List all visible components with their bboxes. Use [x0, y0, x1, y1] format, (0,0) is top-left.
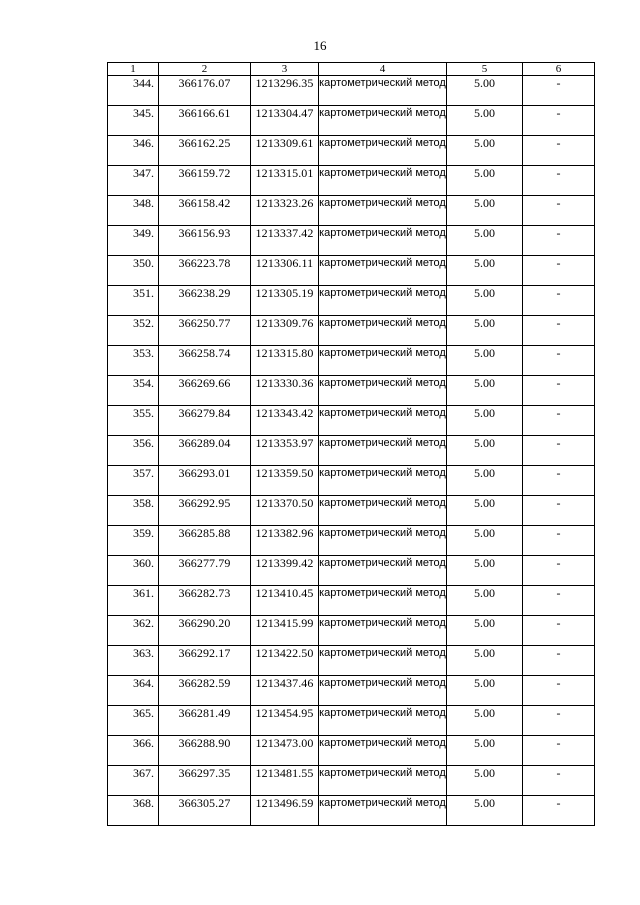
point-number-cell: 352. [108, 316, 159, 346]
accuracy-cell: 5.00 [447, 286, 523, 316]
x-coordinate-cell: 366285.88 [159, 526, 251, 556]
y-coordinate-cell: 1213382.96 [251, 526, 319, 556]
column-header: 5 [447, 63, 523, 76]
note-cell: - [523, 676, 595, 706]
y-coordinate-cell: 1213399.42 [251, 556, 319, 586]
note-cell: - [523, 586, 595, 616]
table-row [108, 166, 595, 196]
method-cell: картометрический метод [319, 346, 447, 376]
point-number-cell: 358. [108, 496, 159, 526]
y-coordinate-cell: 1213343.42 [251, 406, 319, 436]
y-coordinate-cell: 1213315.01 [251, 166, 319, 196]
accuracy-cell: 5.00 [447, 466, 523, 496]
method-cell: картометрический метод [319, 676, 447, 706]
method-cell: картометрический метод [319, 466, 447, 496]
y-coordinate-cell: 1213315.80 [251, 346, 319, 376]
x-coordinate-cell: 366250.77 [159, 316, 251, 346]
y-coordinate-cell: 1213306.11 [251, 256, 319, 286]
y-coordinate-cell: 1213304.47 [251, 106, 319, 136]
note-cell: - [523, 556, 595, 586]
accuracy-cell: 5.00 [447, 226, 523, 256]
note-cell: - [523, 226, 595, 256]
point-number-cell: 362. [108, 616, 159, 646]
y-coordinate-cell: 1213481.55 [251, 766, 319, 796]
method-cell: картометрический метод [319, 76, 447, 106]
table-row [108, 226, 595, 256]
x-coordinate-cell: 366269.66 [159, 376, 251, 406]
method-cell: картометрический метод [319, 556, 447, 586]
method-cell: картометрический метод [319, 226, 447, 256]
x-coordinate-cell: 366156.93 [159, 226, 251, 256]
point-number-cell: 350. [108, 256, 159, 286]
method-cell: картометрический метод [319, 736, 447, 766]
note-cell: - [523, 286, 595, 316]
x-coordinate-cell: 366288.90 [159, 736, 251, 766]
method-cell: картометрический метод [319, 796, 447, 826]
y-coordinate-cell: 1213473.00 [251, 736, 319, 766]
note-cell: - [523, 406, 595, 436]
y-coordinate-cell: 1213296.35 [251, 76, 319, 106]
method-cell: картометрический метод [319, 406, 447, 436]
note-cell: - [523, 106, 595, 136]
note-cell: - [523, 166, 595, 196]
method-cell: картометрический метод [319, 106, 447, 136]
point-number-cell: 367. [108, 766, 159, 796]
x-coordinate-cell: 366282.73 [159, 586, 251, 616]
note-cell: - [523, 376, 595, 406]
accuracy-cell: 5.00 [447, 136, 523, 166]
accuracy-cell: 5.00 [447, 706, 523, 736]
note-cell: - [523, 646, 595, 676]
accuracy-cell: 5.00 [447, 766, 523, 796]
note-cell: - [523, 766, 595, 796]
x-coordinate-cell: 366238.29 [159, 286, 251, 316]
point-number-cell: 344. [108, 76, 159, 106]
point-number-cell: 351. [108, 286, 159, 316]
table-row [108, 616, 595, 646]
column-header: 1 [108, 63, 159, 76]
accuracy-cell: 5.00 [447, 376, 523, 406]
x-coordinate-cell: 366258.74 [159, 346, 251, 376]
point-number-cell: 348. [108, 196, 159, 226]
method-cell: картометрический метод [319, 256, 447, 286]
table-row [108, 76, 595, 106]
table-row [108, 796, 595, 826]
method-cell: картометрический метод [319, 586, 447, 616]
point-number-cell: 349. [108, 226, 159, 256]
method-cell: картометрический метод [319, 286, 447, 316]
accuracy-cell: 5.00 [447, 526, 523, 556]
note-cell: - [523, 796, 595, 826]
point-number-cell: 360. [108, 556, 159, 586]
note-cell: - [523, 256, 595, 286]
x-coordinate-cell: 366297.35 [159, 766, 251, 796]
table-row [108, 496, 595, 526]
method-cell: картометрический метод [319, 496, 447, 526]
x-coordinate-cell: 366281.49 [159, 706, 251, 736]
table-row [108, 316, 595, 346]
method-cell: картометрический метод [319, 766, 447, 796]
accuracy-cell: 5.00 [447, 556, 523, 586]
accuracy-cell: 5.00 [447, 106, 523, 136]
method-cell: картометрический метод [319, 646, 447, 676]
point-number-cell: 364. [108, 676, 159, 706]
note-cell: - [523, 736, 595, 766]
accuracy-cell: 5.00 [447, 676, 523, 706]
column-header: 3 [251, 63, 319, 76]
accuracy-cell: 5.00 [447, 196, 523, 226]
accuracy-cell: 5.00 [447, 76, 523, 106]
x-coordinate-cell: 366159.72 [159, 166, 251, 196]
y-coordinate-cell: 1213359.50 [251, 466, 319, 496]
y-coordinate-cell: 1213309.76 [251, 316, 319, 346]
y-coordinate-cell: 1213305.19 [251, 286, 319, 316]
accuracy-cell: 5.00 [447, 616, 523, 646]
table-row [108, 136, 595, 166]
x-coordinate-cell: 366277.79 [159, 556, 251, 586]
accuracy-cell: 5.00 [447, 736, 523, 766]
note-cell: - [523, 76, 595, 106]
note-cell: - [523, 196, 595, 226]
note-cell: - [523, 526, 595, 556]
y-coordinate-cell: 1213437.46 [251, 676, 319, 706]
point-number-cell: 345. [108, 106, 159, 136]
point-number-cell: 354. [108, 376, 159, 406]
table-row [108, 526, 595, 556]
column-header: 2 [159, 63, 251, 76]
method-cell: картометрический метод [319, 706, 447, 736]
table-row [108, 706, 595, 736]
table-row [108, 556, 595, 586]
y-coordinate-cell: 1213353.97 [251, 436, 319, 466]
point-number-cell: 363. [108, 646, 159, 676]
x-coordinate-cell: 366305.27 [159, 796, 251, 826]
accuracy-cell: 5.00 [447, 256, 523, 286]
y-coordinate-cell: 1213454.95 [251, 706, 319, 736]
method-cell: картометрический метод [319, 316, 447, 346]
x-coordinate-cell: 366293.01 [159, 466, 251, 496]
x-coordinate-cell: 366292.95 [159, 496, 251, 526]
accuracy-cell: 5.00 [447, 346, 523, 376]
table-row [108, 586, 595, 616]
table-row [108, 406, 595, 436]
point-number-cell: 361. [108, 586, 159, 616]
table-row [108, 256, 595, 286]
point-number-cell: 347. [108, 166, 159, 196]
point-number-cell: 355. [108, 406, 159, 436]
table-row [108, 736, 595, 766]
method-cell: картометрический метод [319, 196, 447, 226]
accuracy-cell: 5.00 [447, 586, 523, 616]
x-coordinate-cell: 366279.84 [159, 406, 251, 436]
table-body [108, 76, 595, 826]
method-cell: картометрический метод [319, 616, 447, 646]
x-coordinate-cell: 366223.78 [159, 256, 251, 286]
y-coordinate-cell: 1213323.26 [251, 196, 319, 226]
y-coordinate-cell: 1213415.99 [251, 616, 319, 646]
accuracy-cell: 5.00 [447, 646, 523, 676]
table-row [108, 376, 595, 406]
y-coordinate-cell: 1213330.36 [251, 376, 319, 406]
y-coordinate-cell: 1213309.61 [251, 136, 319, 166]
y-coordinate-cell: 1213337.42 [251, 226, 319, 256]
note-cell: - [523, 436, 595, 466]
coordinates-table [107, 62, 595, 826]
accuracy-cell: 5.00 [447, 436, 523, 466]
x-coordinate-cell: 366290.20 [159, 616, 251, 646]
method-cell: картометрический метод [319, 136, 447, 166]
point-number-cell: 359. [108, 526, 159, 556]
method-cell: картометрический метод [319, 436, 447, 466]
method-cell: картометрический метод [319, 166, 447, 196]
method-cell: картометрический метод [319, 526, 447, 556]
method-cell: картометрический метод [319, 376, 447, 406]
table-row [108, 286, 595, 316]
x-coordinate-cell: 366176.07 [159, 76, 251, 106]
table-row [108, 196, 595, 226]
point-number-cell: 365. [108, 706, 159, 736]
note-cell: - [523, 346, 595, 376]
table-header-row [108, 63, 595, 76]
x-coordinate-cell: 366158.42 [159, 196, 251, 226]
x-coordinate-cell: 366289.04 [159, 436, 251, 466]
page-number: 16 [313, 38, 327, 53]
note-cell: - [523, 316, 595, 346]
y-coordinate-cell: 1213422.50 [251, 646, 319, 676]
point-number-cell: 353. [108, 346, 159, 376]
x-coordinate-cell: 366282.59 [159, 676, 251, 706]
note-cell: - [523, 496, 595, 526]
y-coordinate-cell: 1213410.45 [251, 586, 319, 616]
table-row [108, 436, 595, 466]
y-coordinate-cell: 1213496.59 [251, 796, 319, 826]
table-row [108, 676, 595, 706]
table-row [108, 346, 595, 376]
table-row [108, 646, 595, 676]
accuracy-cell: 5.00 [447, 496, 523, 526]
point-number-cell: 346. [108, 136, 159, 166]
note-cell: - [523, 136, 595, 166]
table-row [108, 466, 595, 496]
x-coordinate-cell: 366166.61 [159, 106, 251, 136]
point-number-cell: 356. [108, 436, 159, 466]
accuracy-cell: 5.00 [447, 316, 523, 346]
note-cell: - [523, 706, 595, 736]
x-coordinate-cell: 366162.25 [159, 136, 251, 166]
column-header: 6 [523, 63, 595, 76]
point-number-cell: 366. [108, 736, 159, 766]
note-cell: - [523, 466, 595, 496]
y-coordinate-cell: 1213370.50 [251, 496, 319, 526]
accuracy-cell: 5.00 [447, 166, 523, 196]
column-header: 4 [319, 63, 447, 76]
point-number-cell: 357. [108, 466, 159, 496]
point-number-cell: 368. [108, 796, 159, 826]
accuracy-cell: 5.00 [447, 796, 523, 826]
x-coordinate-cell: 366292.17 [159, 646, 251, 676]
note-cell: - [523, 616, 595, 646]
accuracy-cell: 5.00 [447, 406, 523, 436]
table-row [108, 766, 595, 796]
table-row [108, 106, 595, 136]
